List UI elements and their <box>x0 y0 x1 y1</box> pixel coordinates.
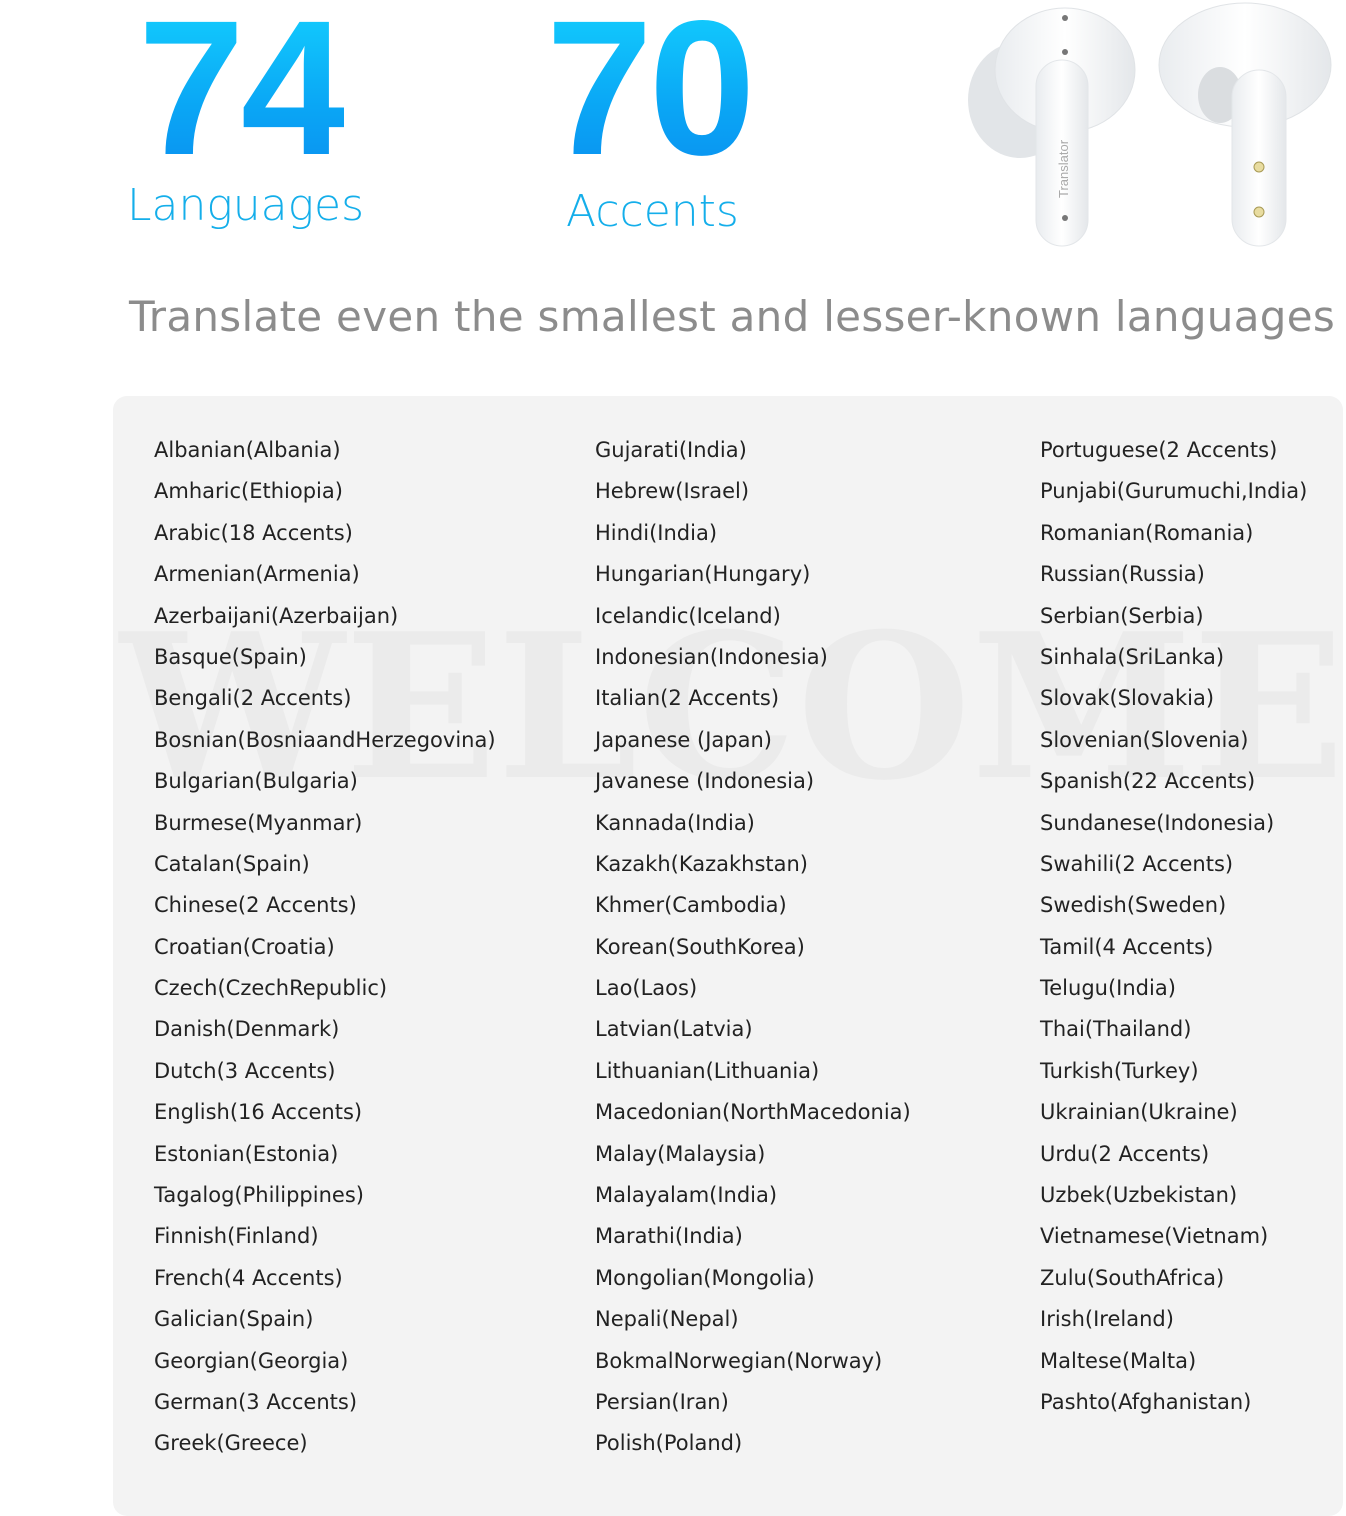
subtitle: Translate even the smallest and lesser-known languages <box>129 292 1336 341</box>
language-item: Estonian(Estonia) <box>154 1141 339 1166</box>
language-item: Galician(Spain) <box>154 1307 314 1332</box>
language-item: Korean(SouthKorea) <box>595 934 805 959</box>
language-item: Czech(CzechRepublic) <box>154 976 388 1001</box>
language-item: Khmer(Cambodia) <box>595 893 787 918</box>
language-item: Uzbek(Uzbekistan) <box>1040 1183 1238 1208</box>
language-item: Hebrew(Israel) <box>595 479 750 504</box>
language-item: Catalan(Spain) <box>154 851 310 876</box>
language-item: Vietnamese(Vietnam) <box>1040 1224 1269 1249</box>
language-item: Lao(Laos) <box>595 976 698 1001</box>
language-item: Danish(Denmark) <box>154 1017 340 1042</box>
language-item: French(4 Accents) <box>154 1265 343 1290</box>
product-label: Translator <box>1056 139 1071 198</box>
language-item: Latvian(Latvia) <box>595 1017 753 1042</box>
language-item: Romanian(Romania) <box>1040 520 1254 545</box>
language-item: Polish(Poland) <box>595 1431 743 1456</box>
language-item: Hindi(India) <box>595 520 718 545</box>
language-item: Malayalam(India) <box>595 1183 778 1208</box>
language-item: Kazakh(Kazakhstan) <box>595 851 809 876</box>
language-item: Ukrainian(Ukraine) <box>1040 1100 1238 1125</box>
language-item: Punjabi(Gurumuchi,India) <box>1040 479 1308 504</box>
language-item: Irish(Ireland) <box>1040 1307 1174 1332</box>
language-item: Russian(Russia) <box>1040 562 1205 587</box>
language-item: Urdu(2 Accents) <box>1040 1141 1210 1166</box>
languages-label: Languages <box>127 180 365 231</box>
language-item: English(16 Accents) <box>154 1100 363 1125</box>
language-column-2 <box>595 433 911 1468</box>
language-item: Portuguese(2 Accents) <box>1040 438 1278 462</box>
language-item: Persian(Iran) <box>595 1389 729 1414</box>
language-item: Albanian(Albania) <box>154 438 341 462</box>
language-item: Bosnian(BosniaandHerzegovina) <box>154 727 496 752</box>
language-item: Hungarian(Hungary) <box>595 562 811 587</box>
language-item: Marathi(India) <box>595 1224 743 1249</box>
language-item: Macedonian(NorthMacedonia) <box>595 1100 911 1125</box>
language-item: Sinhala(SriLanka) <box>1040 644 1225 669</box>
language-item: Arabic(18 Accents) <box>154 520 353 545</box>
language-item: Slovak(Slovakia) <box>1040 686 1215 711</box>
language-item: Gujarati(India) <box>595 438 747 462</box>
language-column-1 <box>154 433 496 1468</box>
language-item: Nepali(Nepal) <box>595 1307 739 1332</box>
language-item: Pashto(Afghanistan) <box>1040 1389 1252 1414</box>
right-earbud <box>1159 3 1331 246</box>
language-item: Amharic(Ethiopia) <box>154 479 343 504</box>
language-item: Slovenian(Slovenia) <box>1040 727 1249 752</box>
accents-count: 70 <box>546 0 752 184</box>
language-item: Thai(Thailand) <box>1040 1017 1192 1042</box>
language-item: Mongolian(Mongolia) <box>595 1265 815 1290</box>
language-item: Azerbaijani(Azerbaijan) <box>154 603 399 628</box>
language-item: Chinese(2 Accents) <box>154 893 357 918</box>
language-item: Bulgarian(Bulgaria) <box>154 769 358 794</box>
language-item: Kannada(India) <box>595 810 755 835</box>
language-item: Croatian(Croatia) <box>154 934 335 959</box>
language-item: Greek(Greece) <box>154 1431 308 1456</box>
language-item: Georgian(Georgia) <box>154 1348 349 1373</box>
language-item: Javanese (Indonesia) <box>595 769 815 794</box>
language-item: Dutch(3 Accents) <box>154 1058 336 1083</box>
language-item: Bengali(2 Accents) <box>154 686 352 711</box>
language-item: Lithuanian(Lithuania) <box>595 1058 820 1083</box>
language-item: Spanish(22 Accents) <box>1040 769 1256 794</box>
earbuds-image <box>960 0 1346 260</box>
language-item: Maltese(Malta) <box>1040 1348 1197 1373</box>
language-item: Burmese(Myanmar) <box>154 810 363 835</box>
language-item: Finnish(Finland) <box>154 1224 319 1249</box>
language-item: Tagalog(Philippines) <box>154 1183 364 1208</box>
language-item: Turkish(Turkey) <box>1040 1058 1199 1083</box>
language-item: Telugu(India) <box>1040 976 1176 1001</box>
languages-count: 74 <box>138 0 344 184</box>
language-item: Italian(2 Accents) <box>595 686 780 711</box>
language-item: Zulu(SouthAfrica) <box>1040 1265 1225 1290</box>
language-item: Swahili(2 Accents) <box>1040 851 1234 876</box>
language-item: German(3 Accents) <box>154 1389 358 1414</box>
accents-label: Accents <box>566 186 739 237</box>
language-item: Basque(Spain) <box>154 644 307 669</box>
language-item: Icelandic(Iceland) <box>595 603 781 628</box>
language-item: Japanese (Japan) <box>595 727 772 752</box>
language-item: Sundanese(Indonesia) <box>1040 810 1275 835</box>
language-item: BokmalNorwegian(Norway) <box>595 1348 883 1373</box>
language-item: Armenian(Armenia) <box>154 562 360 587</box>
language-column-3 <box>1040 433 1307 1426</box>
language-item: Malay(Malaysia) <box>595 1141 766 1166</box>
language-item: Indonesian(Indonesia) <box>595 644 828 669</box>
language-item: Tamil(4 Accents) <box>1040 934 1214 959</box>
left-earbud <box>968 8 1135 246</box>
language-item: Serbian(Serbia) <box>1040 603 1204 628</box>
language-item: Swedish(Sweden) <box>1040 893 1227 918</box>
